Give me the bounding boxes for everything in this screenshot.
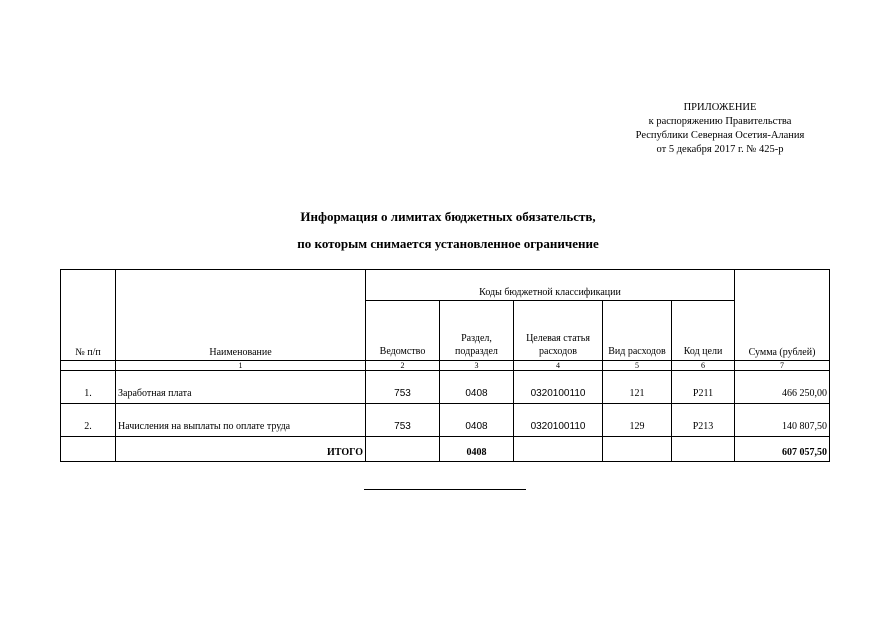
row-goal-code: Р211	[672, 371, 735, 404]
header-section: Раздел, подраздел	[440, 301, 514, 361]
total-blank	[514, 437, 603, 462]
row-name: Заработная плата	[116, 371, 366, 404]
total-section: 0408	[440, 437, 514, 462]
header-goal-code: Код цели	[672, 301, 735, 361]
column-number: 4	[514, 361, 603, 371]
header-expense-kind: Вид расходов	[603, 301, 672, 361]
row-number: 2.	[61, 404, 116, 437]
header-codes-group: Коды бюджетной классификации	[366, 270, 735, 301]
header-name: Наименование	[116, 270, 366, 361]
row-section: 0408	[440, 404, 514, 437]
column-number-row	[61, 361, 830, 371]
approval-heading: ПРИЛОЖЕНИЕ	[683, 102, 757, 113]
row-goal-code: Р213	[672, 404, 735, 437]
column-number: 5	[603, 361, 672, 371]
column-number: 3	[440, 361, 514, 371]
total-blank	[61, 437, 116, 462]
total-label: ИТОГО	[116, 437, 366, 462]
document-title-line-2: по которым снимается установленное ограничение	[297, 236, 599, 251]
row-target-article: 0320100110	[514, 371, 603, 404]
row-section: 0408	[440, 371, 514, 404]
row-target-article: 0320100110	[514, 404, 603, 437]
column-number: 6	[672, 361, 735, 371]
approval-block	[600, 101, 840, 157]
row-sum: 140 807,50	[735, 404, 830, 437]
approval-line-order: к распоряжению Правительства	[648, 116, 792, 127]
row-expense-kind: 121	[603, 371, 672, 404]
header-department: Ведомство	[366, 301, 440, 361]
budget-limits-table	[60, 269, 830, 462]
header-number: № п/п	[61, 270, 116, 361]
approval-line-republic: Республики Северная Осетия-Алания	[635, 130, 805, 141]
document-title-line-1: Информация о лимитах бюджетных обязательств,	[300, 209, 596, 224]
total-blank	[603, 437, 672, 462]
approval-line-date: от 5 декабря 2017 г. № 425-р	[656, 144, 784, 155]
table-row	[61, 371, 830, 404]
column-number: 1	[116, 361, 366, 371]
header-sum: Сумма (рублей)	[735, 270, 830, 361]
total-row	[61, 437, 830, 462]
column-number: 2	[366, 361, 440, 371]
column-number-blank	[61, 361, 116, 371]
row-name: Начисления на выплаты по оплате труда	[116, 404, 366, 437]
total-blank	[366, 437, 440, 462]
total-blank	[672, 437, 735, 462]
row-department: 753	[366, 371, 440, 404]
row-number: 1.	[61, 371, 116, 404]
row-sum: 466 250,00	[735, 371, 830, 404]
row-expense-kind: 129	[603, 404, 672, 437]
total-sum: 607 057,50	[735, 437, 830, 462]
row-department: 753	[366, 404, 440, 437]
table-row	[61, 404, 830, 437]
header-target-article: Целевая статья расходов	[514, 301, 603, 361]
closing-divider	[364, 489, 526, 490]
column-number: 7	[735, 361, 830, 371]
